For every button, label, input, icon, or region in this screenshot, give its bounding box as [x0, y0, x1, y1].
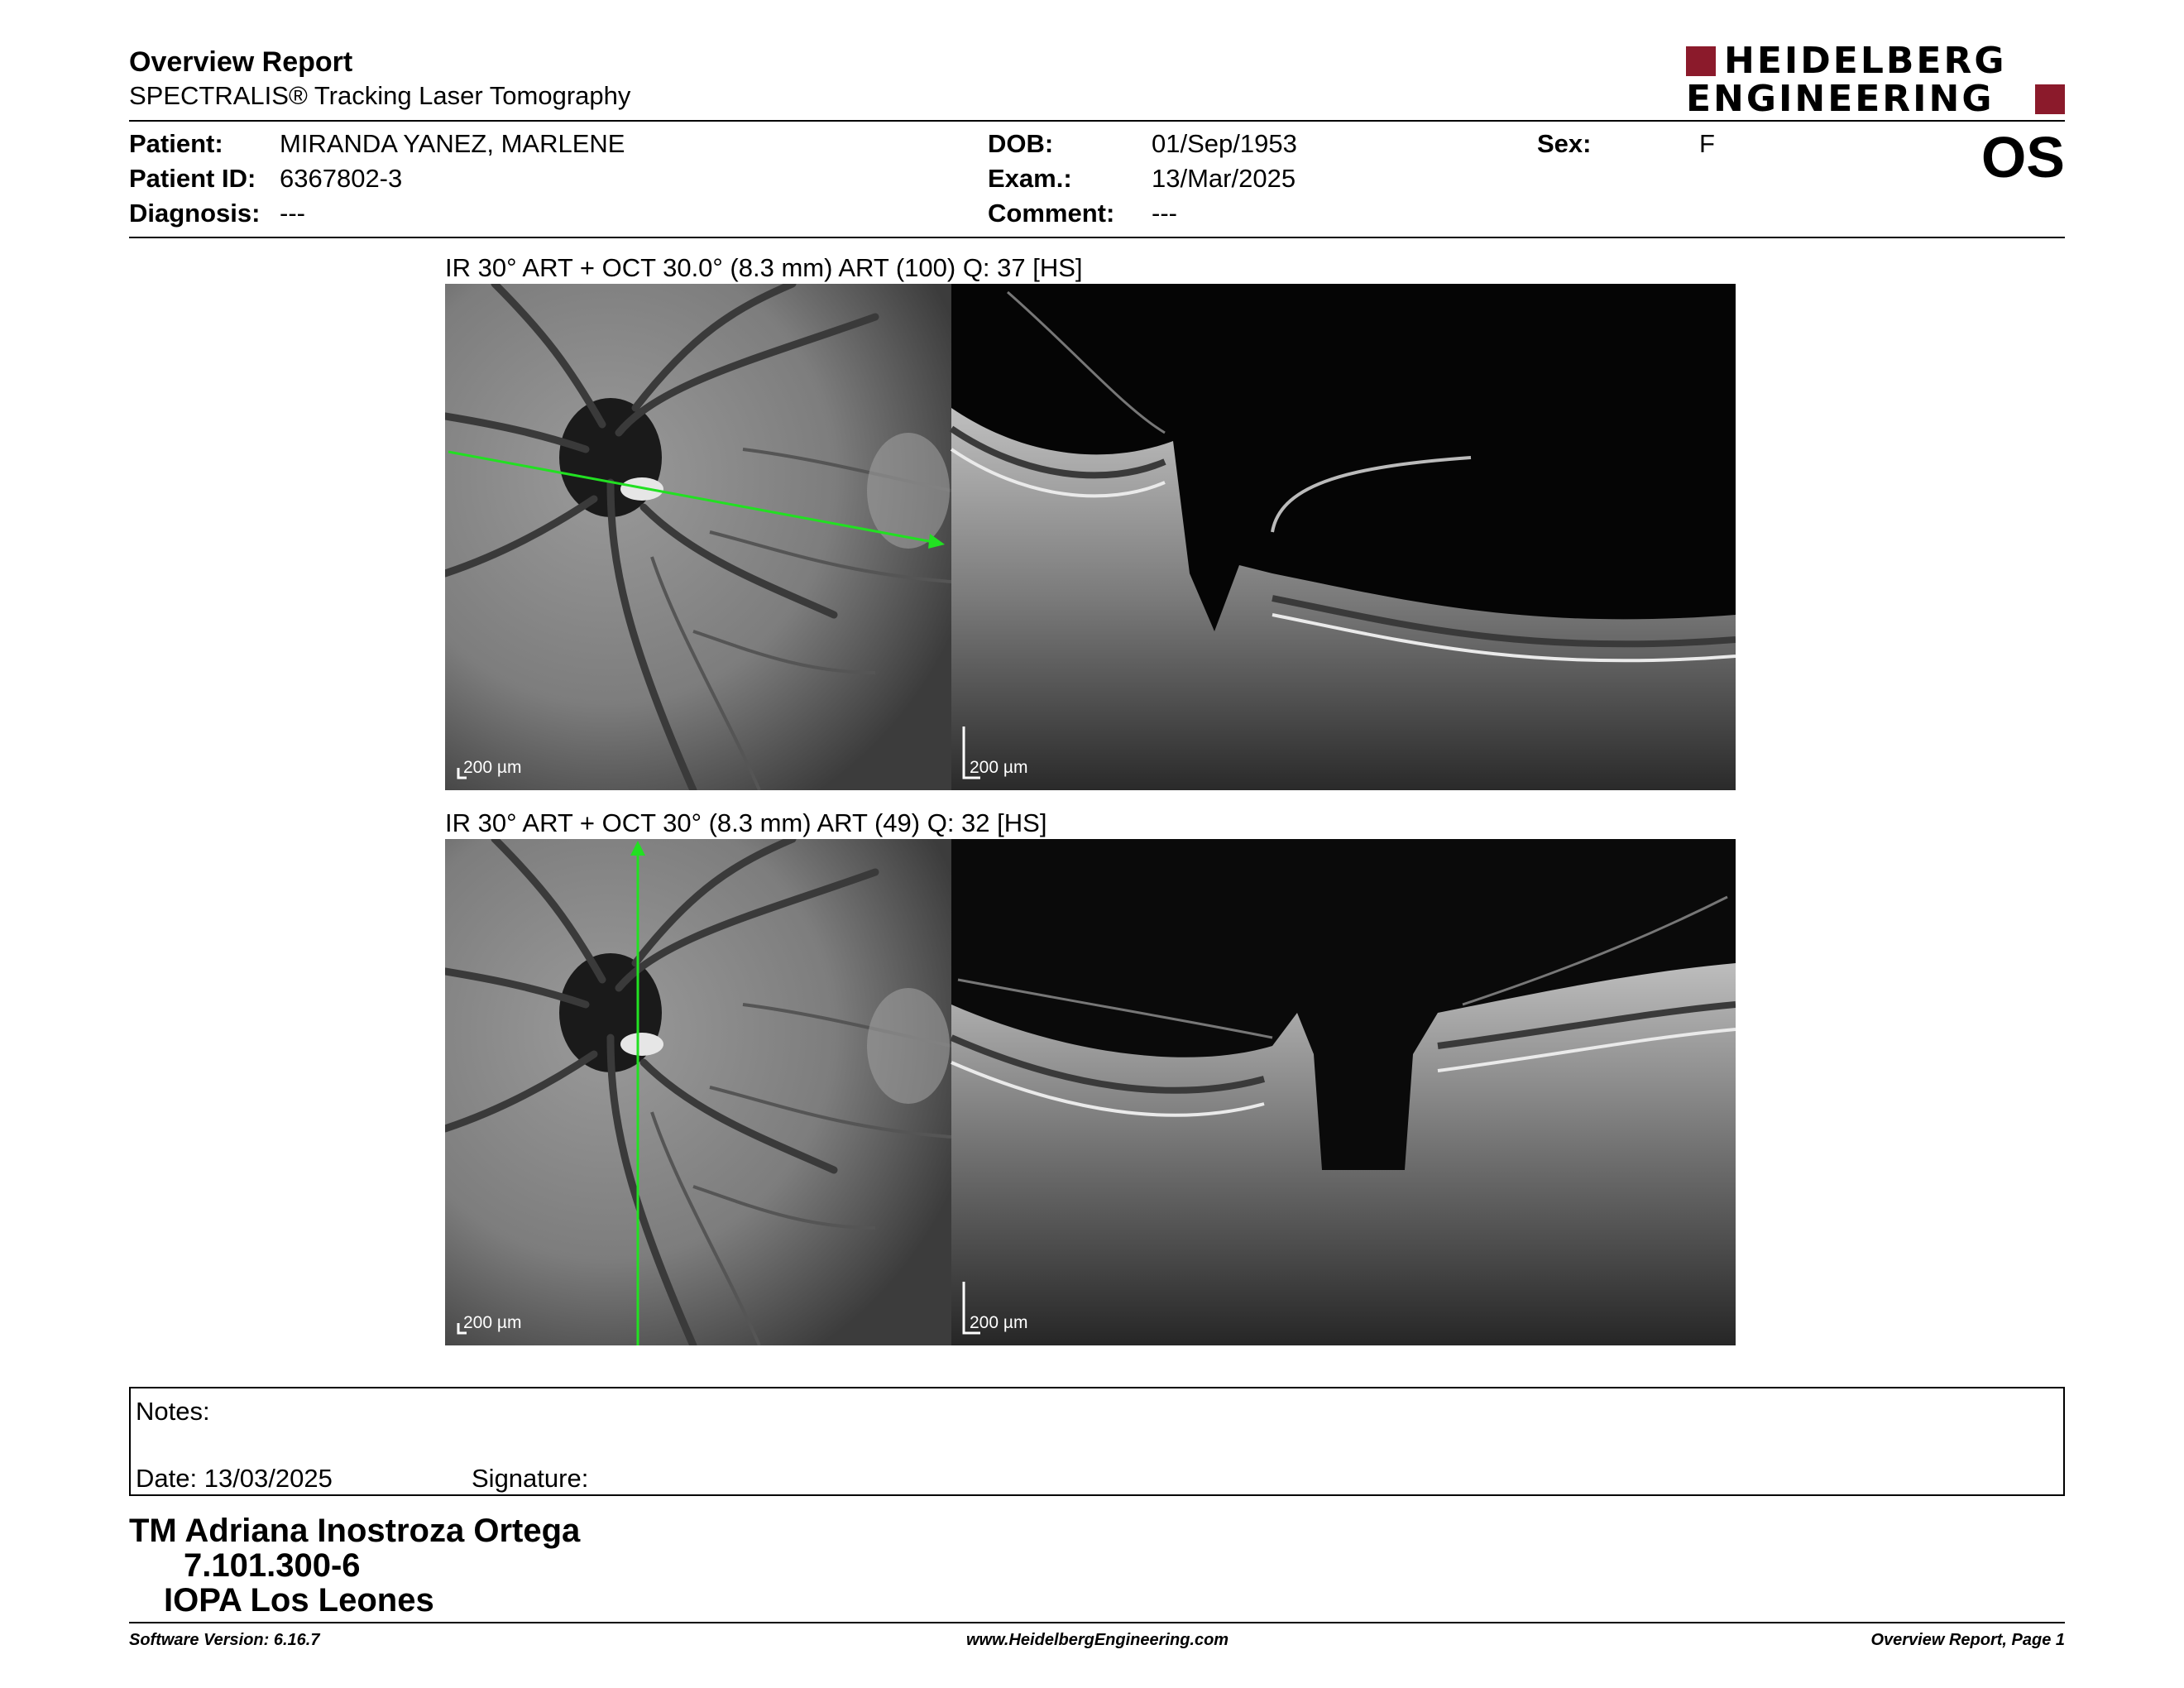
ir-fundus-image-2 — [445, 839, 951, 1345]
scan-2-ir-scale: 200 µm — [463, 1313, 522, 1332]
notes-box — [129, 1387, 2065, 1496]
ir-fundus-image-1 — [445, 284, 951, 790]
website-link[interactable]: www.HeidelbergEngineering.com — [966, 1631, 1229, 1649]
comment-value: --- — [1152, 199, 1177, 228]
patient-id-label: Patient ID: — [129, 164, 256, 193]
sex-label: Sex: — [1537, 129, 1592, 158]
report-subtitle: SPECTRALIS® Tracking Laser Tomography — [129, 81, 631, 110]
signer-institution: IOPA Los Leones — [164, 1582, 434, 1618]
dob-label: DOB: — [988, 129, 1054, 158]
patient-divider — [129, 237, 2065, 238]
page-number: Overview Report, Page 1 — [1870, 1631, 2065, 1649]
oct-bscan-image-1 — [951, 284, 1736, 790]
sex-value: F — [1699, 129, 1715, 158]
scan-1-ir-scale: 200 µm — [463, 758, 522, 777]
diagnosis-value: --- — [280, 199, 305, 228]
scan-1-oct-scale: 200 µm — [970, 758, 1028, 777]
notes-label: Notes: — [136, 1397, 210, 1426]
exam-label: Exam.: — [988, 164, 1072, 193]
scan-2-caption: IR 30° ART + OCT 30° (8.3 mm) ART (49) Q: 32 [HS] — [445, 808, 1047, 837]
signature-label: Signature: — [472, 1464, 589, 1493]
patient-id: 6367802-3 — [280, 164, 403, 193]
footer-divider — [129, 1622, 2065, 1623]
eye-indicator: OS — [1980, 125, 2065, 189]
header-divider — [129, 120, 2065, 122]
signer-name: TM Adriana Inostroza Ortega — [129, 1513, 581, 1549]
scan-2-panel — [445, 839, 1736, 1345]
scan-2-oct-scale: 200 µm — [970, 1313, 1028, 1332]
exam-date: 13/Mar/2025 — [1152, 164, 1296, 193]
patient-name: MIRANDA YANEZ, MARLENE — [280, 129, 625, 158]
signer-id: 7.101.300-6 — [184, 1547, 361, 1584]
scan-1-panel — [445, 284, 1736, 790]
heidelberg-logo: HEIDELBERG ENGINEERING — [1686, 45, 2067, 117]
notes-date: Date: 13/03/2025 — [136, 1464, 333, 1493]
software-version: Software Version: 6.16.7 — [129, 1631, 320, 1649]
patient-label: Patient: — [129, 129, 223, 158]
report-title: Overview Report — [129, 46, 353, 78]
diagnosis-label: Diagnosis: — [129, 199, 261, 228]
dob-value: 01/Sep/1953 — [1152, 129, 1297, 158]
oct-bscan-image-2 — [951, 839, 1736, 1345]
comment-label: Comment: — [988, 199, 1115, 228]
scan-1-caption: IR 30° ART + OCT 30.0° (8.3 mm) ART (100) Q: 37 [HS] — [445, 253, 1083, 282]
